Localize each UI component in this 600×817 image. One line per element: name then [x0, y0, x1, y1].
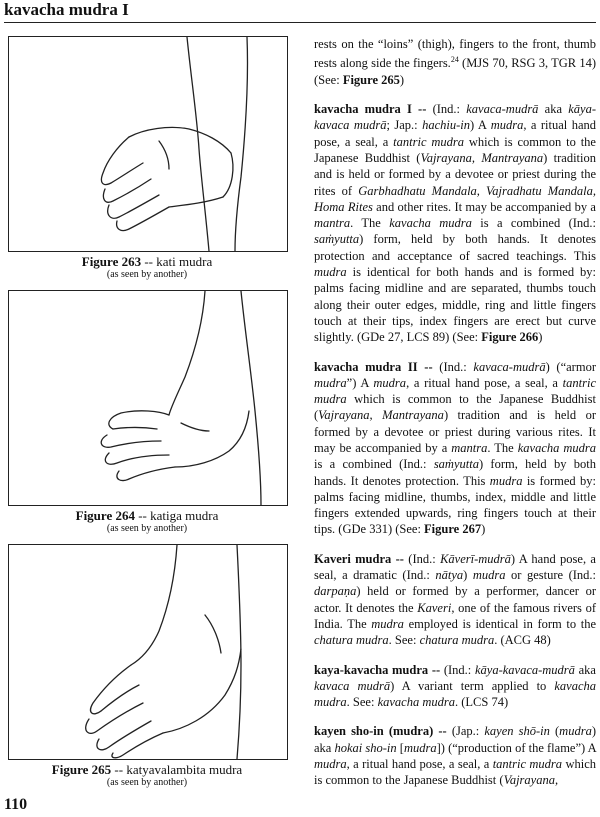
- text-run: , one of the famous rivers of India. The: [314, 600, 596, 631]
- text-run: kavaca mudrā: [314, 678, 391, 693]
- text-run: employed is identical in form to the: [403, 616, 596, 631]
- text-run: ) (“armor: [545, 359, 596, 374]
- text-run: (Ind.:: [432, 359, 474, 374]
- text-run: . The: [487, 440, 518, 455]
- text-run: kavaca-mudrā: [473, 359, 546, 374]
- text-run: ): [481, 522, 486, 537]
- text-run: , a ritual hand pose, a seal, a: [406, 375, 563, 390]
- figure-264-name: katiga mudra: [150, 508, 219, 523]
- text-run: ; Jap.:: [386, 118, 423, 133]
- entry-headword: Kaveri mudra --: [314, 551, 404, 566]
- figure-263-label: Figure 263: [81, 254, 142, 269]
- text-run: ) aka: [314, 724, 596, 755]
- text-run: (Jap.:: [446, 724, 485, 739]
- text-run: (Ind.:: [403, 551, 441, 566]
- figure-265-label: Figure 265: [51, 762, 112, 777]
- text-run: . See:: [346, 695, 378, 710]
- text-run: is a combined (Ind.:: [314, 457, 434, 472]
- text-run: ) held or formed by a performer, dancer or actor. It denotes the: [314, 584, 596, 615]
- text-run: is identical for both hands and is formed by: palms facing midline and are separated, thumbs touch along their outer edges, middle, ring and little fingers touch at their tips, index fingers are erect but curve slightly. (GDe 27, LCS 89) (See:: [314, 265, 596, 345]
- text-run: which is common to the Japanese Buddhist (: [314, 392, 596, 423]
- text-column: [314, 36, 596, 802]
- text-run: mudra: [373, 375, 407, 390]
- page-number: 110: [4, 796, 28, 813]
- figure-264-label: Figure 264: [75, 508, 135, 523]
- text-run: ) A hand pose, a seal, a dramatic (Ind.:: [314, 551, 596, 583]
- text-run: ) form, held by both hands. It denotes protection and acceptance of sacred teachings. This: [314, 232, 596, 263]
- text-run: rests on the “loins” (thigh), fingers to the front, thumb rests along side the fingers.: [314, 37, 596, 71]
- text-run: (Ind.:: [426, 102, 467, 117]
- text-run: , a ritual hand pose, a seal, a: [314, 118, 597, 149]
- entry-intro-continuation: [314, 36, 596, 88]
- text-run: mudra: [489, 473, 523, 488]
- text-run: saṁyutta: [433, 457, 479, 472]
- text-run: ): [463, 568, 473, 583]
- text-run: (: [549, 724, 560, 739]
- figure-ref: Figure 266: [481, 330, 539, 345]
- hand-on-hip-drawing: [9, 37, 287, 251]
- text-run: ) tradition and is held or formed by a devotee or priest during various rites. It may be accompanied by a: [314, 408, 596, 455]
- text-run: mudra: [314, 265, 347, 280]
- text-run: mudra: [314, 375, 347, 390]
- entry-kavacha-mudra-1: [314, 101, 596, 345]
- text-run: hachiu-in: [422, 118, 471, 133]
- text-run: kavacha mudra: [377, 695, 455, 710]
- text-run: mudra: [490, 118, 524, 133]
- figure-ref: Figure 267: [424, 522, 482, 537]
- text-run: . See:: [388, 633, 420, 648]
- figure-263-title: [8, 254, 286, 269]
- text-run: mudra: [314, 757, 347, 772]
- text-run: mantra: [314, 216, 351, 231]
- entry-headword: kayen sho-in (mudra) --: [314, 724, 447, 739]
- text-run: kavacha mudra: [389, 216, 472, 231]
- figure-265-frame: [8, 544, 288, 760]
- text-run: Kaveri: [417, 600, 452, 615]
- text-run: mudra: [559, 724, 592, 739]
- figure-265-title: [8, 762, 286, 777]
- text-run: ) A: [470, 118, 491, 133]
- figure-264-sep: --: [134, 508, 151, 523]
- text-run: tantric mudra: [314, 375, 596, 407]
- figure-264-frame: [8, 290, 288, 506]
- text-run: saṁyutta: [314, 232, 360, 247]
- text-run: kavacha mudra: [517, 440, 596, 455]
- text-run: hokai sho-in: [334, 740, 397, 755]
- figure-265-caption: [8, 762, 286, 789]
- text-run: chatura mudra: [419, 633, 495, 648]
- text-run: kāya-kavaca-mudrā: [474, 662, 575, 677]
- text-run: kavacha mudra: [314, 678, 596, 710]
- text-run: ”) A: [346, 375, 374, 390]
- figure-264-note: (as seen by another): [106, 523, 188, 534]
- figure-263-name: kati mudra: [156, 254, 213, 269]
- text-run: nātya: [435, 568, 464, 583]
- header-rule: [4, 22, 596, 23]
- text-run: chatura mudra: [314, 633, 389, 648]
- figure-265-name: katyavalambita mudra: [126, 762, 243, 777]
- text-run: which is common to the Japanese Buddhist (: [314, 134, 596, 165]
- figure-263-note: (as seen by another): [106, 269, 188, 280]
- figure-ref: Figure 265: [342, 72, 400, 87]
- figure-265-sep: --: [111, 762, 127, 777]
- text-run: Vajrayana, Mantrayana: [420, 150, 544, 165]
- text-run: ) A variant term applied to: [390, 678, 555, 693]
- text-run: mudra: [371, 616, 404, 631]
- text-run: ]) (“production of the flame”) A: [436, 740, 596, 755]
- hand-on-thigh-drawing: [9, 291, 287, 505]
- text-run: tantric mudra: [393, 134, 465, 149]
- footnote-ref: 24: [450, 55, 459, 65]
- figure-265-note: (as seen by another): [106, 777, 188, 788]
- text-run: [: [396, 740, 404, 755]
- text-run: . (ACG 48): [494, 633, 551, 648]
- text-run: Vajrayana, Mantrayana: [318, 408, 444, 423]
- text-run: darpaṇa: [314, 584, 357, 599]
- text-run: , a ritual hand pose, a seal, a: [346, 757, 493, 772]
- text-run: ) form, held by both hands. It denotes protection. This: [314, 457, 596, 488]
- text-run: aka: [538, 102, 569, 117]
- figure-263-sep: --: [141, 254, 157, 269]
- entry-headword: kavacha mudra I --: [314, 102, 427, 117]
- text-run: aka: [574, 662, 596, 677]
- text-run: kavaca-mudrā: [466, 102, 539, 117]
- text-run: kayen shō-in: [484, 724, 550, 739]
- entry-kaveri-mudra: [314, 551, 596, 649]
- text-run: is a combined (Ind.:: [471, 216, 596, 231]
- text-run: kāya-kavaca mudrā: [314, 102, 596, 133]
- text-run: ): [538, 330, 543, 345]
- text-run: . The: [350, 216, 390, 231]
- figure-264-title: [8, 508, 286, 523]
- entry-kaya-kavacha-mudra: [314, 662, 596, 711]
- text-run: or gesture (Ind.:: [505, 568, 596, 583]
- text-run: mantra: [451, 440, 488, 455]
- hand-hanging-drawing: [9, 545, 287, 759]
- text-run: which is common to the Japanese Buddhist (: [314, 757, 596, 788]
- entry-headword: kavacha mudra II --: [314, 359, 433, 374]
- entry-kavacha-mudra-2: [314, 359, 596, 538]
- text-run: (MJS 70, RSG 3, TGR 14) (See:: [314, 56, 596, 87]
- text-run: Garbhadhatu Mandala, Vajradhatu Mandala, Homa Rites: [314, 183, 596, 214]
- text-run: tantric mudra: [492, 757, 563, 772]
- entry-kayen-sho-in-mudra: [314, 723, 596, 788]
- text-run: is formed by: palms facing midline, thumbs, index, middle and little fingers extended upwards, ring fingers touch at their tips. (GDe 331) (See:: [314, 473, 596, 537]
- figure-264-caption: [8, 508, 286, 535]
- text-run: ): [399, 72, 405, 87]
- text-run: and other rites. It may be accompanied by a: [372, 199, 596, 214]
- text-run: Kāverī-mudrā: [440, 551, 511, 566]
- entry-headword: kaya-kavacha mudra --: [314, 662, 441, 677]
- text-run: Vajrayana,: [503, 773, 559, 788]
- text-run: mudra: [472, 568, 506, 583]
- running-head: kavacha mudra I: [4, 0, 129, 19]
- text-run: mudra: [403, 740, 437, 755]
- figure-263-frame: [8, 36, 288, 252]
- figure-263-caption: [8, 254, 286, 281]
- text-run: ) tradition and is held or formed by a devotee or priest during the rites of: [314, 150, 596, 198]
- text-run: . (LCS 74): [454, 695, 509, 710]
- text-run: (Ind.:: [440, 662, 475, 677]
